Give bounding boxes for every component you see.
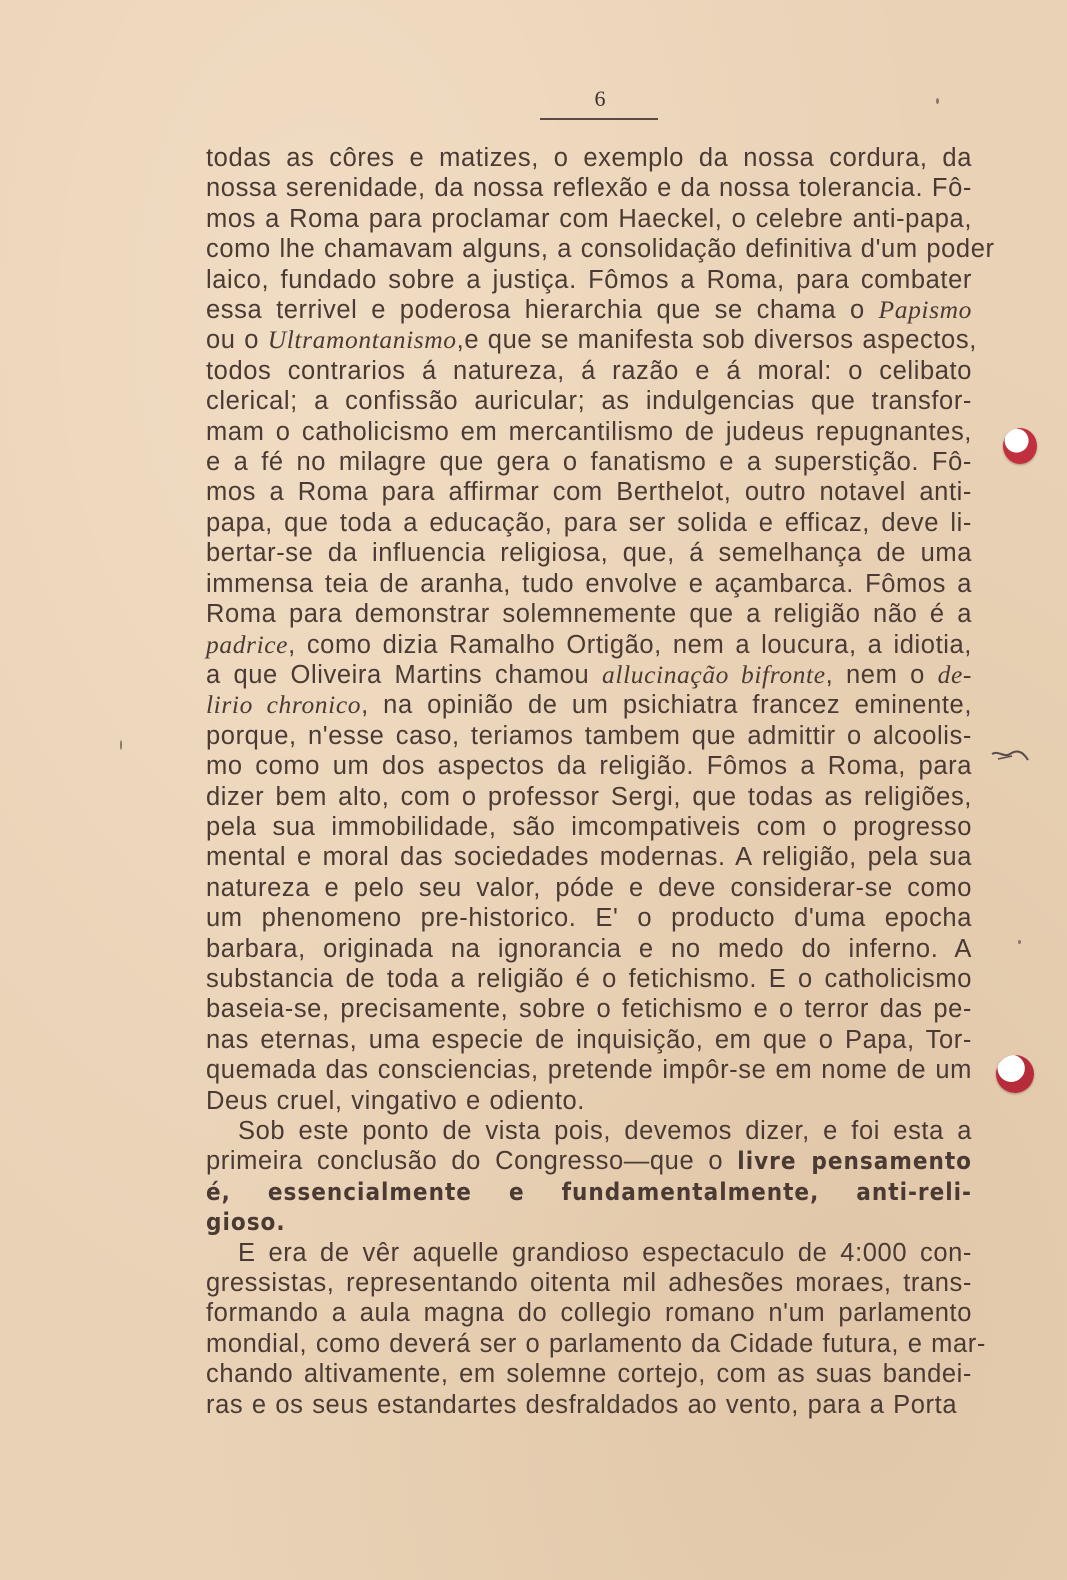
text-line: formando a aula magna do collegio romano n'um parlamento (206, 1299, 972, 1328)
text-line: como lhe chamavam alguns, a consolidação definitiva d'um poder (206, 235, 995, 264)
text-line: um phenomeno pre-historico. E' o producto d'uma epocha (206, 904, 972, 933)
page-number: 6 (594, 86, 606, 111)
text-line: primeira conclusão do Congresso—que o livre pensamento (206, 1147, 973, 1176)
text-line: Deus cruel, vingativo e odiento. (206, 1086, 585, 1115)
text-line: gressistas, representando oitenta mil adhesões moraes, trans- (206, 1269, 972, 1298)
page-number-rule (540, 118, 658, 120)
text-line: Roma para demonstrar solemnemente que a religião não é a (206, 600, 972, 629)
paragraph-2 (206, 1116, 972, 1238)
text-line: lirio chronico, na opinião de um psichiatra francez eminente, (206, 690, 973, 720)
text-line: padrice, como dizia Ramalho Ortigão, nem a loucura, a idiotia, (206, 629, 972, 659)
text-line: mam o catholicismo em mercantilismo de judeus repugnantes, (206, 417, 972, 446)
text-line: laico, fundado sobre a justiça. Fômos a Roma, para combater (206, 265, 972, 294)
text-line: gioso. (206, 1208, 286, 1237)
text-line: é, essencialmente e fundamentalmente, anti-reli- (206, 1177, 972, 1206)
text-line: e a fé no milagre que gera o fanatismo e a superstição. Fô- (206, 448, 972, 477)
text-line: todos contrarios á natureza, á razão e á moral: o celibato (206, 356, 972, 385)
text-line: mental e moral das sociedades modernas. A religião, pela sua (206, 843, 972, 872)
text-line: essa terrivel e poderosa hierarchia que se chama o Papismo (206, 295, 972, 325)
text-line: nas eternas, uma especie de inquisição, em que o Papa, Tor- (206, 1025, 972, 1054)
text-line: mo como um dos aspectos da religião. Fômos a Roma, para (206, 752, 972, 781)
text-line: mondial, como deverá ser o parlamento da Cidade futura, e mar- (206, 1329, 986, 1358)
text-line: bertar-se da influencia religiosa, que, á semelhança de uma (206, 539, 972, 568)
text-line: porque, n'esse caso, teriamos tambem que admittir o alcoolis- (206, 721, 972, 750)
text-line: barbara, originada na ignorancia e no medo do inferno. A (206, 934, 972, 963)
text-line: natureza e pelo seu valor, póde e deve considerar-se como (206, 873, 972, 902)
body-text (206, 143, 995, 1420)
text-line: mos a Roma para proclamar com Haeckel, o celebre anti-papa, (206, 204, 972, 233)
text-line: pela sua immobilidade, são imcompativeis com o progresso (206, 812, 972, 841)
text-line: quemada das consciencias, pretende impôr-se em nome de um (206, 1056, 972, 1085)
text-line: todas as côres e matizes, o exemplo da nossa cordura, da (206, 144, 972, 172)
margin-scribble-icon (990, 748, 1030, 764)
text-line: immensa teia de aranha, tudo envolve e açambarca. Fômos a (206, 569, 972, 598)
text-line: mos a Roma para affirmar com Berthelot, outro notavel anti- (206, 478, 972, 507)
text-line: ras e os seus estandartes desfraldados ao vento, para a Porta (206, 1390, 958, 1419)
text-line: baseia-se, precisamente, sobre o fetichismo e o terror das pe- (206, 995, 972, 1024)
text-line: nossa serenidade, da nossa reflexão e da nossa tolerancia. Fô- (206, 174, 972, 203)
paper-speck (1018, 940, 1021, 944)
text-line: E era de vêr aquelle grandioso espectaculo de 4:000 con- (238, 1238, 972, 1267)
paper-speck (936, 98, 939, 104)
text-line: a que Oliveira Martins chamou allucinação bifronte, nem o de- (206, 659, 972, 689)
paper-speck (120, 740, 122, 750)
red-tab-marker (996, 1055, 1034, 1093)
text-line: ou o Ultramontanismo,e que se manifesta sob diversos aspectos, (206, 325, 977, 355)
text-line: dizer bem alto, com o professor Sergi, que todas as religiões, (206, 782, 972, 811)
paragraph-3 (206, 1238, 986, 1420)
text-line: substancia de toda a religião é o fetichismo. E o catholicismo (206, 964, 972, 993)
text-line: papa, que toda a educação, para ser solida e efficaz, deve li- (206, 508, 972, 537)
red-tab-marker (1003, 428, 1037, 464)
text-line: clerical; a confissão auricular; as indulgencias que transfor- (206, 387, 972, 416)
text-line: chando altivamente, em solemne cortejo, com as suas bandei- (206, 1360, 972, 1389)
paragraph-1 (206, 143, 995, 1116)
text-line: Sob este ponto de vista pois, devemos dizer, e foi esta a (238, 1117, 972, 1145)
